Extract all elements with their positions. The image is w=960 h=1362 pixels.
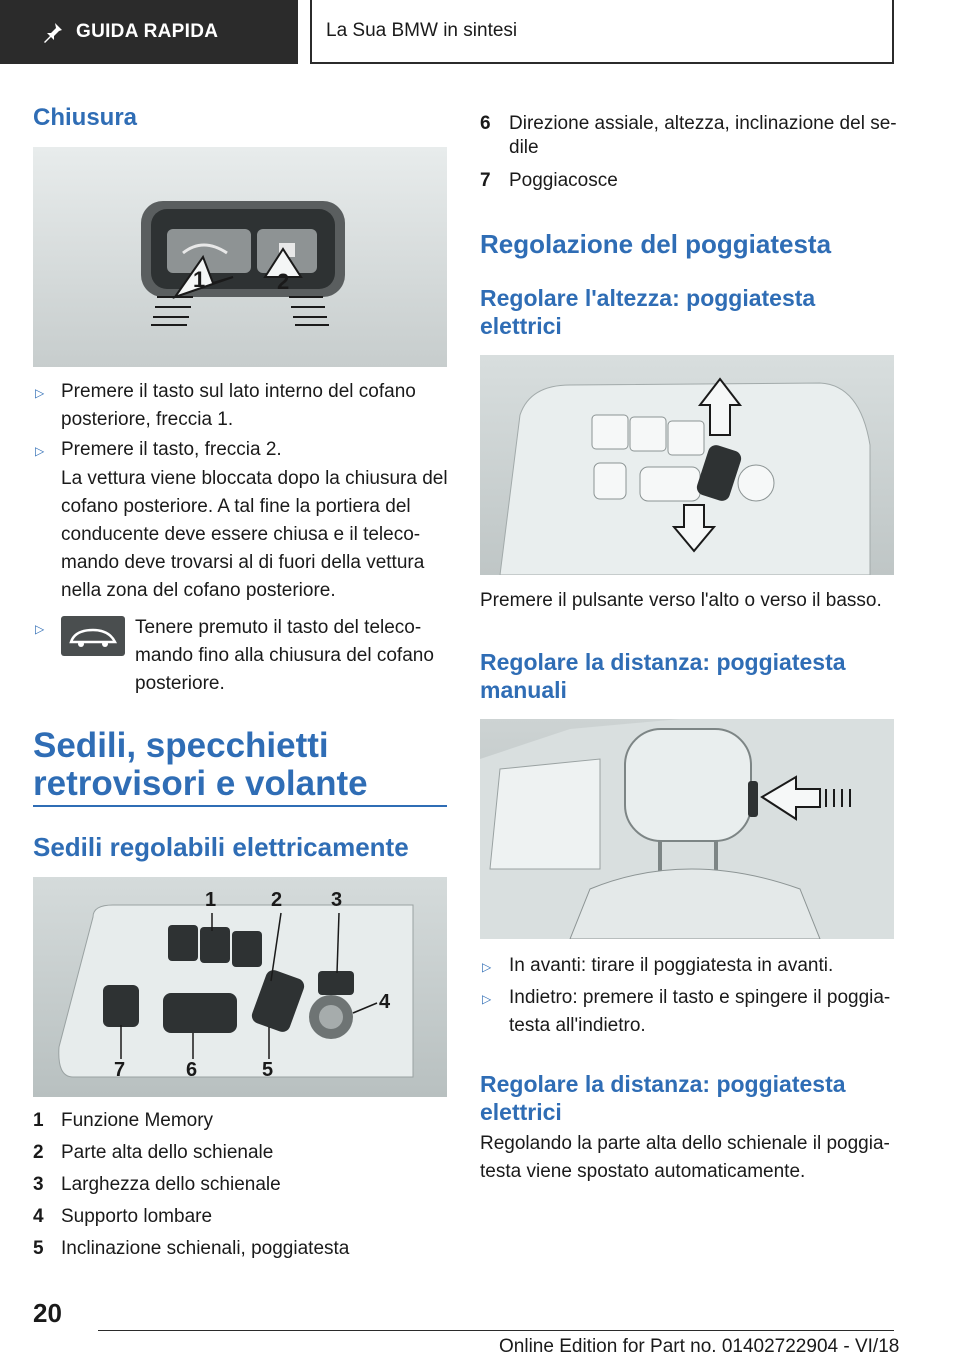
legend-text: Larghezza dello schienale [61,1174,281,1195]
legend-text: Poggiacosce [509,170,618,191]
seats-heading: Sedili regolabili elettricamente [33,832,409,862]
headrest-heading: Regolazione del poggiatesta [480,229,832,259]
triangle-right-icon: ▷ [482,960,492,974]
pin-icon [42,21,64,43]
svg-text:1: 1 [193,267,206,292]
legend-text: Funzione Memory [61,1110,214,1131]
seat-label-1: 1 [205,889,217,911]
seat-controls-figure [33,877,447,1097]
triangle-right-icon: ▷ [35,444,45,458]
legend-text: dile [509,137,539,158]
chapter-tab[interactable] [310,0,894,64]
legend-text: Parte alta dello schienale [61,1142,274,1163]
triangle-right-icon: ▷ [482,992,492,1006]
chapter-tab-label: La Sua BMW in sintesi [326,20,518,41]
seat-label-7: 7 [114,1059,126,1081]
footer-divider [98,1330,894,1331]
seat-label-2: 2 [271,889,283,911]
section-tab-label: GUIDA RAPIDA [76,21,219,42]
section-tab[interactable] [0,0,298,64]
closing-bullet-2: Premere il tasto, freccia 2. [61,439,282,460]
seat-label-3: 3 [331,889,343,911]
closing-buttons-figure [33,147,447,367]
legend-text: Inclinazione schienali, poggiatesta [61,1238,350,1259]
legend-num: 7 [480,170,491,191]
electric-heading: Regolare la distanza: poggiatesta elettrici [480,1071,846,1125]
seat-label-4: 4 [379,991,391,1013]
legend-num: 6 [480,113,491,134]
page-number: 20 [33,1298,62,1328]
triangle-right-icon: ▷ [35,622,45,636]
legend-text: Direzione assiale, altezza, inclinazione del se- [509,113,897,134]
edition-text: Online Edition for Part no. 01402722904 - VI/18 [499,1336,900,1357]
section-title-line1: Sedili, specchietti [33,726,329,765]
closing-note: La vettura viene bloccata dopo la chiusura del cofano posteriore. A tal fine la portiera del conducente deve essere chiusa e il teleco-mando deve trovarsi al di fuori della vettura nella zona del cofano posteriore. [61,468,448,601]
manual-heading: Regolare la distanza: poggiatesta manuali [480,649,846,703]
legend-num: 2 [33,1142,44,1163]
electric-text: Regolando la parte alta dello schienale il poggia-testa viene spostato automaticamente. [480,1133,890,1182]
height-heading: Regolare l'altezza: poggiatesta elettrici [480,285,816,339]
manual-headrest-figure [480,719,894,939]
height-text: Premere il pulsante verso l'alto o verso il basso. [480,590,882,611]
triangle-right-icon: ▷ [35,386,45,400]
chiusura-heading: Chiusura [33,104,138,131]
trunk-button-icon [61,616,125,656]
manual-bullet-2: Indietro: premere il tasto e spingere il poggia-testa all'indietro. [509,987,891,1036]
legend-num: 5 [33,1238,44,1259]
legend-num: 4 [33,1206,44,1227]
manual-bullet-1: In avanti: tirare il poggiatesta in avanti. [509,955,834,976]
legend-num: 1 [33,1110,44,1131]
section-divider [33,805,447,807]
seat-label-5: 5 [262,1059,274,1081]
svg-text:2: 2 [277,269,290,294]
headrest-height-figure [480,355,894,575]
legend-num: 3 [33,1174,44,1195]
legend-text: Supporto lombare [61,1206,213,1227]
seat-label-6: 6 [186,1059,198,1081]
remote-bullet-text: Tenere premuto il tasto del teleco-mando fino alla chiusura del cofano posteriore. [135,617,434,694]
section-title-line2: retrovisori e volante [33,764,368,803]
closing-bullet-1: Premere il tasto sul lato interno del cofano posteriore, freccia 1. [61,381,416,430]
